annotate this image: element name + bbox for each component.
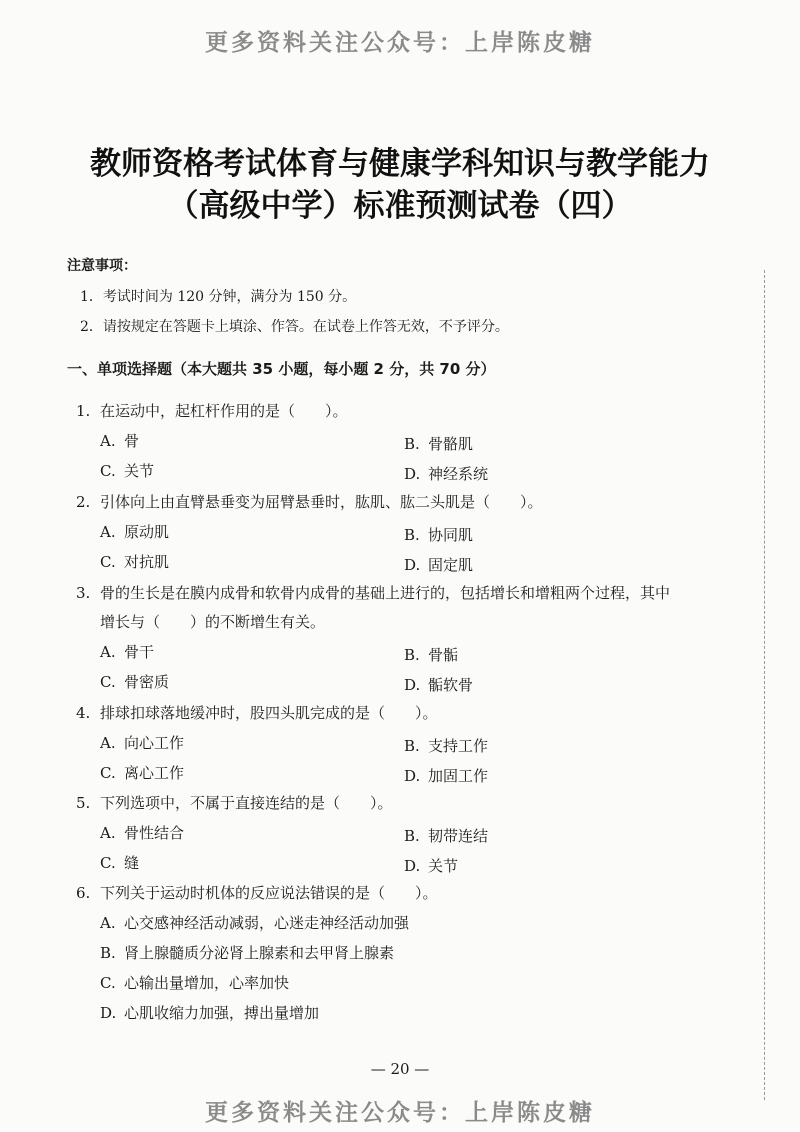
question-stem: 骨的生长是在膜内成骨和软骨内成骨的基础上进行的，包括增长和增粗两个过程，其中 (100, 584, 671, 602)
option-3d: D. 骺软骨 (404, 676, 474, 694)
question-stem: 引体向上由直臂悬垂变为屈臂悬垂时，肱肌、肱二头肌是（ ）。 (100, 493, 543, 511)
option-2c: C. 对抗肌 (100, 553, 170, 571)
option-5b: B. 韧带连结 (404, 827, 489, 845)
question-3 (76, 582, 670, 603)
option-6b: B. 肾上腺髓质分泌肾上腺素和去甲肾上腺素 (100, 944, 395, 962)
option-5d: D. 关节 (404, 857, 459, 875)
option-5a: A. 骨性结合 (100, 824, 185, 842)
notice-heading: 注意事项： (67, 258, 137, 274)
option-1d: D. 神经系统 (404, 465, 489, 483)
question-number: 6. (76, 884, 91, 902)
option-2a: A. 原动肌 (100, 523, 170, 541)
question-number: 2. (76, 493, 91, 511)
option-1a: A. 骨 (100, 432, 140, 450)
exam-title-line1: 教师资格考试体育与健康学科知识与教学能力 (90, 146, 710, 182)
option-3b: B. 骨骺 (404, 646, 459, 664)
option-2d: D. 固定肌 (404, 556, 474, 574)
option-6c: C. 心输出量增加，心率加快 (100, 974, 290, 992)
watermark-top: 更多资料关注公众号：上岸陈皮糖 (205, 30, 595, 56)
option-6a: A. 心交感神经活动减弱，心迷走神经活动加强 (100, 914, 410, 932)
question-1 (76, 400, 348, 421)
watermark-bottom: 更多资料关注公众号：上岸陈皮糖 (205, 1100, 595, 1126)
question-number: 1. (76, 402, 91, 420)
question-6 (76, 882, 438, 903)
question-stem: 下列关于运动时机体的反应说法错误的是（ ）。 (100, 884, 438, 902)
question-3-continuation: 增长与（ ）的不断增生有关。 (100, 613, 326, 631)
option-1c: C. 关节 (100, 462, 155, 480)
section-heading: 一、单项选择题（本大题共 35 小题，每小题 2 分，共 70 分） (67, 360, 496, 378)
option-4a: A. 向心工作 (100, 734, 185, 752)
option-2b: B. 协同肌 (404, 526, 474, 544)
page-number: — 20 — (370, 1060, 430, 1078)
question-stem: 排球扣球落地缓冲时，股四头肌完成的是（ ）。 (100, 704, 438, 722)
option-3c: C. 骨密质 (100, 673, 170, 691)
notice-item-2: 2．请按规定在答题卡上填涂、作答。在试卷上作答无效，不予评分。 (80, 319, 509, 335)
option-4d: D. 加固工作 (404, 767, 489, 785)
option-4c: C. 离心工作 (100, 764, 185, 782)
exam-title-line2: （高级中学）标准预测试卷（四） (167, 188, 633, 224)
page-edge-divider (764, 270, 765, 1100)
notice-item-1: 1．考试时间为 120 分钟，满分为 150 分。 (80, 289, 357, 305)
question-2 (76, 491, 543, 512)
question-number: 4. (76, 704, 91, 722)
option-6d: D. 心肌收缩力加强，搏出量增加 (100, 1004, 320, 1022)
question-number: 5. (76, 794, 91, 812)
question-stem: 在运动中，起杠杆作用的是（ ）。 (100, 402, 348, 420)
option-4b: B. 支持工作 (404, 737, 489, 755)
option-1b: B. 骨骼肌 (404, 435, 474, 453)
question-5 (76, 792, 393, 813)
option-5c: C. 缝 (100, 854, 140, 872)
question-stem: 下列选项中，不属于直接连结的是（ ）。 (100, 794, 393, 812)
question-4 (76, 702, 438, 723)
question-number: 3. (76, 584, 91, 602)
option-3a: A. 骨干 (100, 643, 155, 661)
